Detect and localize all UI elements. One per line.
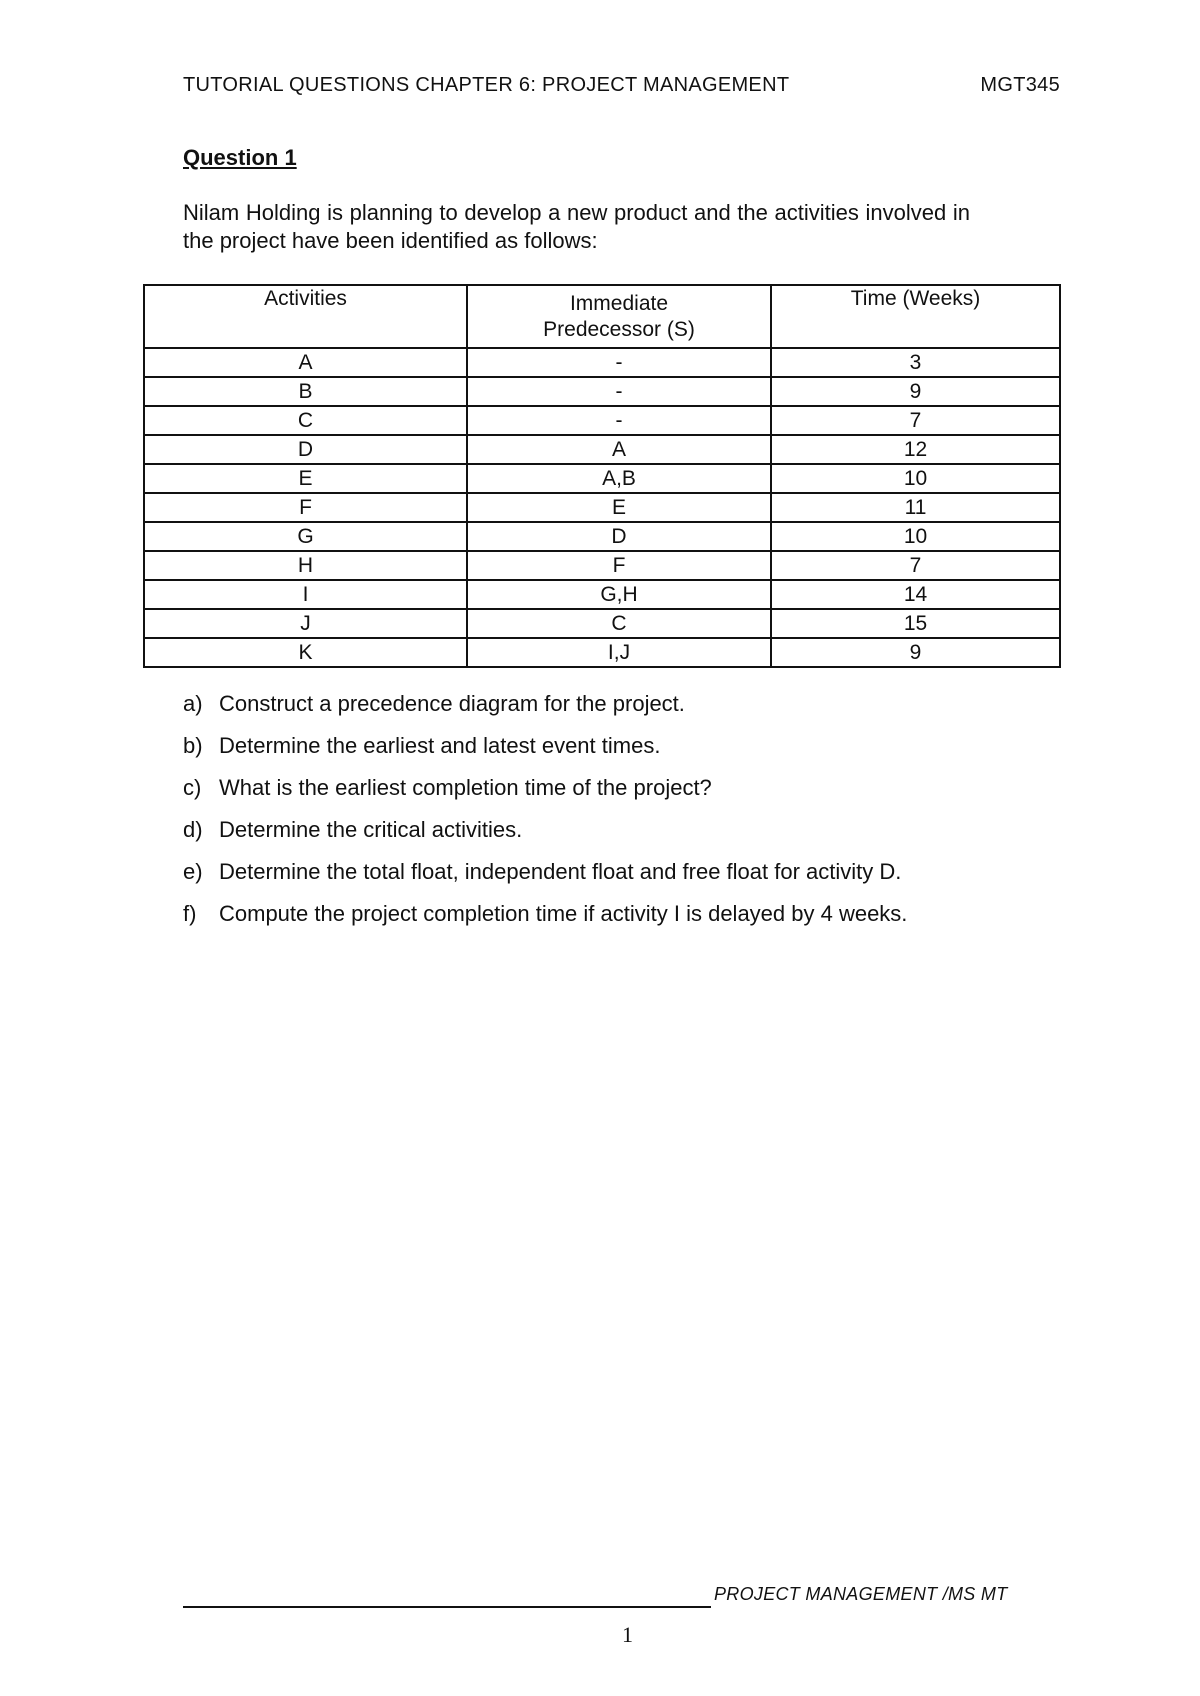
footer-divider <box>183 1606 711 1608</box>
task-item <box>183 859 907 901</box>
predecessor-cell: A,B <box>467 464 771 493</box>
course-code: MGT345 <box>980 74 1060 96</box>
header-predecessor-line1: Immediate <box>569 292 669 315</box>
task-text: Determine the critical activities. <box>219 817 523 842</box>
table-row <box>144 580 1060 609</box>
task-item <box>183 691 907 733</box>
activity-cell: E <box>144 464 467 493</box>
time-cell: 15 <box>771 609 1060 638</box>
table-row <box>144 348 1060 377</box>
task-list <box>183 691 907 943</box>
activities-table <box>143 284 1061 668</box>
predecessor-cell: C <box>467 609 771 638</box>
task-text: Compute the project completion time if activity I is delayed by 4 weeks. <box>219 901 908 926</box>
task-text: Determine the earliest and latest event times. <box>219 733 661 758</box>
table-row <box>144 406 1060 435</box>
table-row <box>144 609 1060 638</box>
task-label: b) <box>183 733 203 758</box>
predecessor-cell: - <box>467 348 771 377</box>
predecessor-cell: E <box>467 493 771 522</box>
header-title: TUTORIAL QUESTIONS CHAPTER 6: PROJECT MANAGEMENT <box>183 74 790 96</box>
time-cell: 10 <box>771 464 1060 493</box>
activity-cell: D <box>144 435 467 464</box>
task-item <box>183 775 907 817</box>
page-number: 1 <box>622 1622 633 1647</box>
predecessor-cell: - <box>467 377 771 406</box>
predecessor-cell: - <box>467 406 771 435</box>
task-item <box>183 733 907 775</box>
footer-text: PROJECT MANAGEMENT /MS MT <box>714 1584 1008 1604</box>
task-label: e) <box>183 859 203 884</box>
header-predecessor-line2: Predecessor (S) <box>543 318 695 341</box>
table-header-row <box>144 285 1060 348</box>
time-cell: 9 <box>771 377 1060 406</box>
task-text: What is the earliest completion time of the project? <box>219 775 712 800</box>
time-cell: 9 <box>771 638 1060 667</box>
predecessor-cell: A <box>467 435 771 464</box>
time-cell: 7 <box>771 406 1060 435</box>
header-time: Time (Weeks) <box>771 285 1060 348</box>
activity-cell: G <box>144 522 467 551</box>
header-activities: Activities <box>144 285 467 348</box>
task-item <box>183 901 907 943</box>
time-cell: 7 <box>771 551 1060 580</box>
activity-cell: A <box>144 348 467 377</box>
activity-cell: J <box>144 609 467 638</box>
table-row <box>144 493 1060 522</box>
question-title: Question 1 <box>183 145 297 170</box>
task-item <box>183 817 907 859</box>
header-predecessor <box>467 285 771 348</box>
task-text: Construct a precedence diagram for the project. <box>219 691 685 716</box>
time-cell: 11 <box>771 493 1060 522</box>
time-cell: 3 <box>771 348 1060 377</box>
activity-cell: F <box>144 493 467 522</box>
task-label: a) <box>183 691 203 716</box>
task-label: c) <box>183 775 202 800</box>
time-cell: 10 <box>771 522 1060 551</box>
time-cell: 12 <box>771 435 1060 464</box>
table-row <box>144 435 1060 464</box>
activity-cell: C <box>144 406 467 435</box>
page-header <box>183 74 1060 97</box>
activity-cell: I <box>144 580 467 609</box>
task-text: Determine the total float, independent float and free float for activity D. <box>219 859 902 884</box>
time-cell: 14 <box>771 580 1060 609</box>
table-row <box>144 638 1060 667</box>
predecessor-cell: D <box>467 522 771 551</box>
table-row <box>144 464 1060 493</box>
activity-cell: B <box>144 377 467 406</box>
task-label: f) <box>183 901 197 926</box>
predecessor-cell: G,H <box>467 580 771 609</box>
table-row <box>144 377 1060 406</box>
activity-cell: K <box>144 638 467 667</box>
task-label: d) <box>183 817 203 842</box>
predecessor-cell: F <box>467 551 771 580</box>
predecessor-cell: I,J <box>467 638 771 667</box>
table-row <box>144 551 1060 580</box>
table-row <box>144 522 1060 551</box>
question-intro: Nilam Holding is planning to develop a new product and the activities involved in the project have been identified as follows: <box>183 200 970 253</box>
activity-cell: H <box>144 551 467 580</box>
